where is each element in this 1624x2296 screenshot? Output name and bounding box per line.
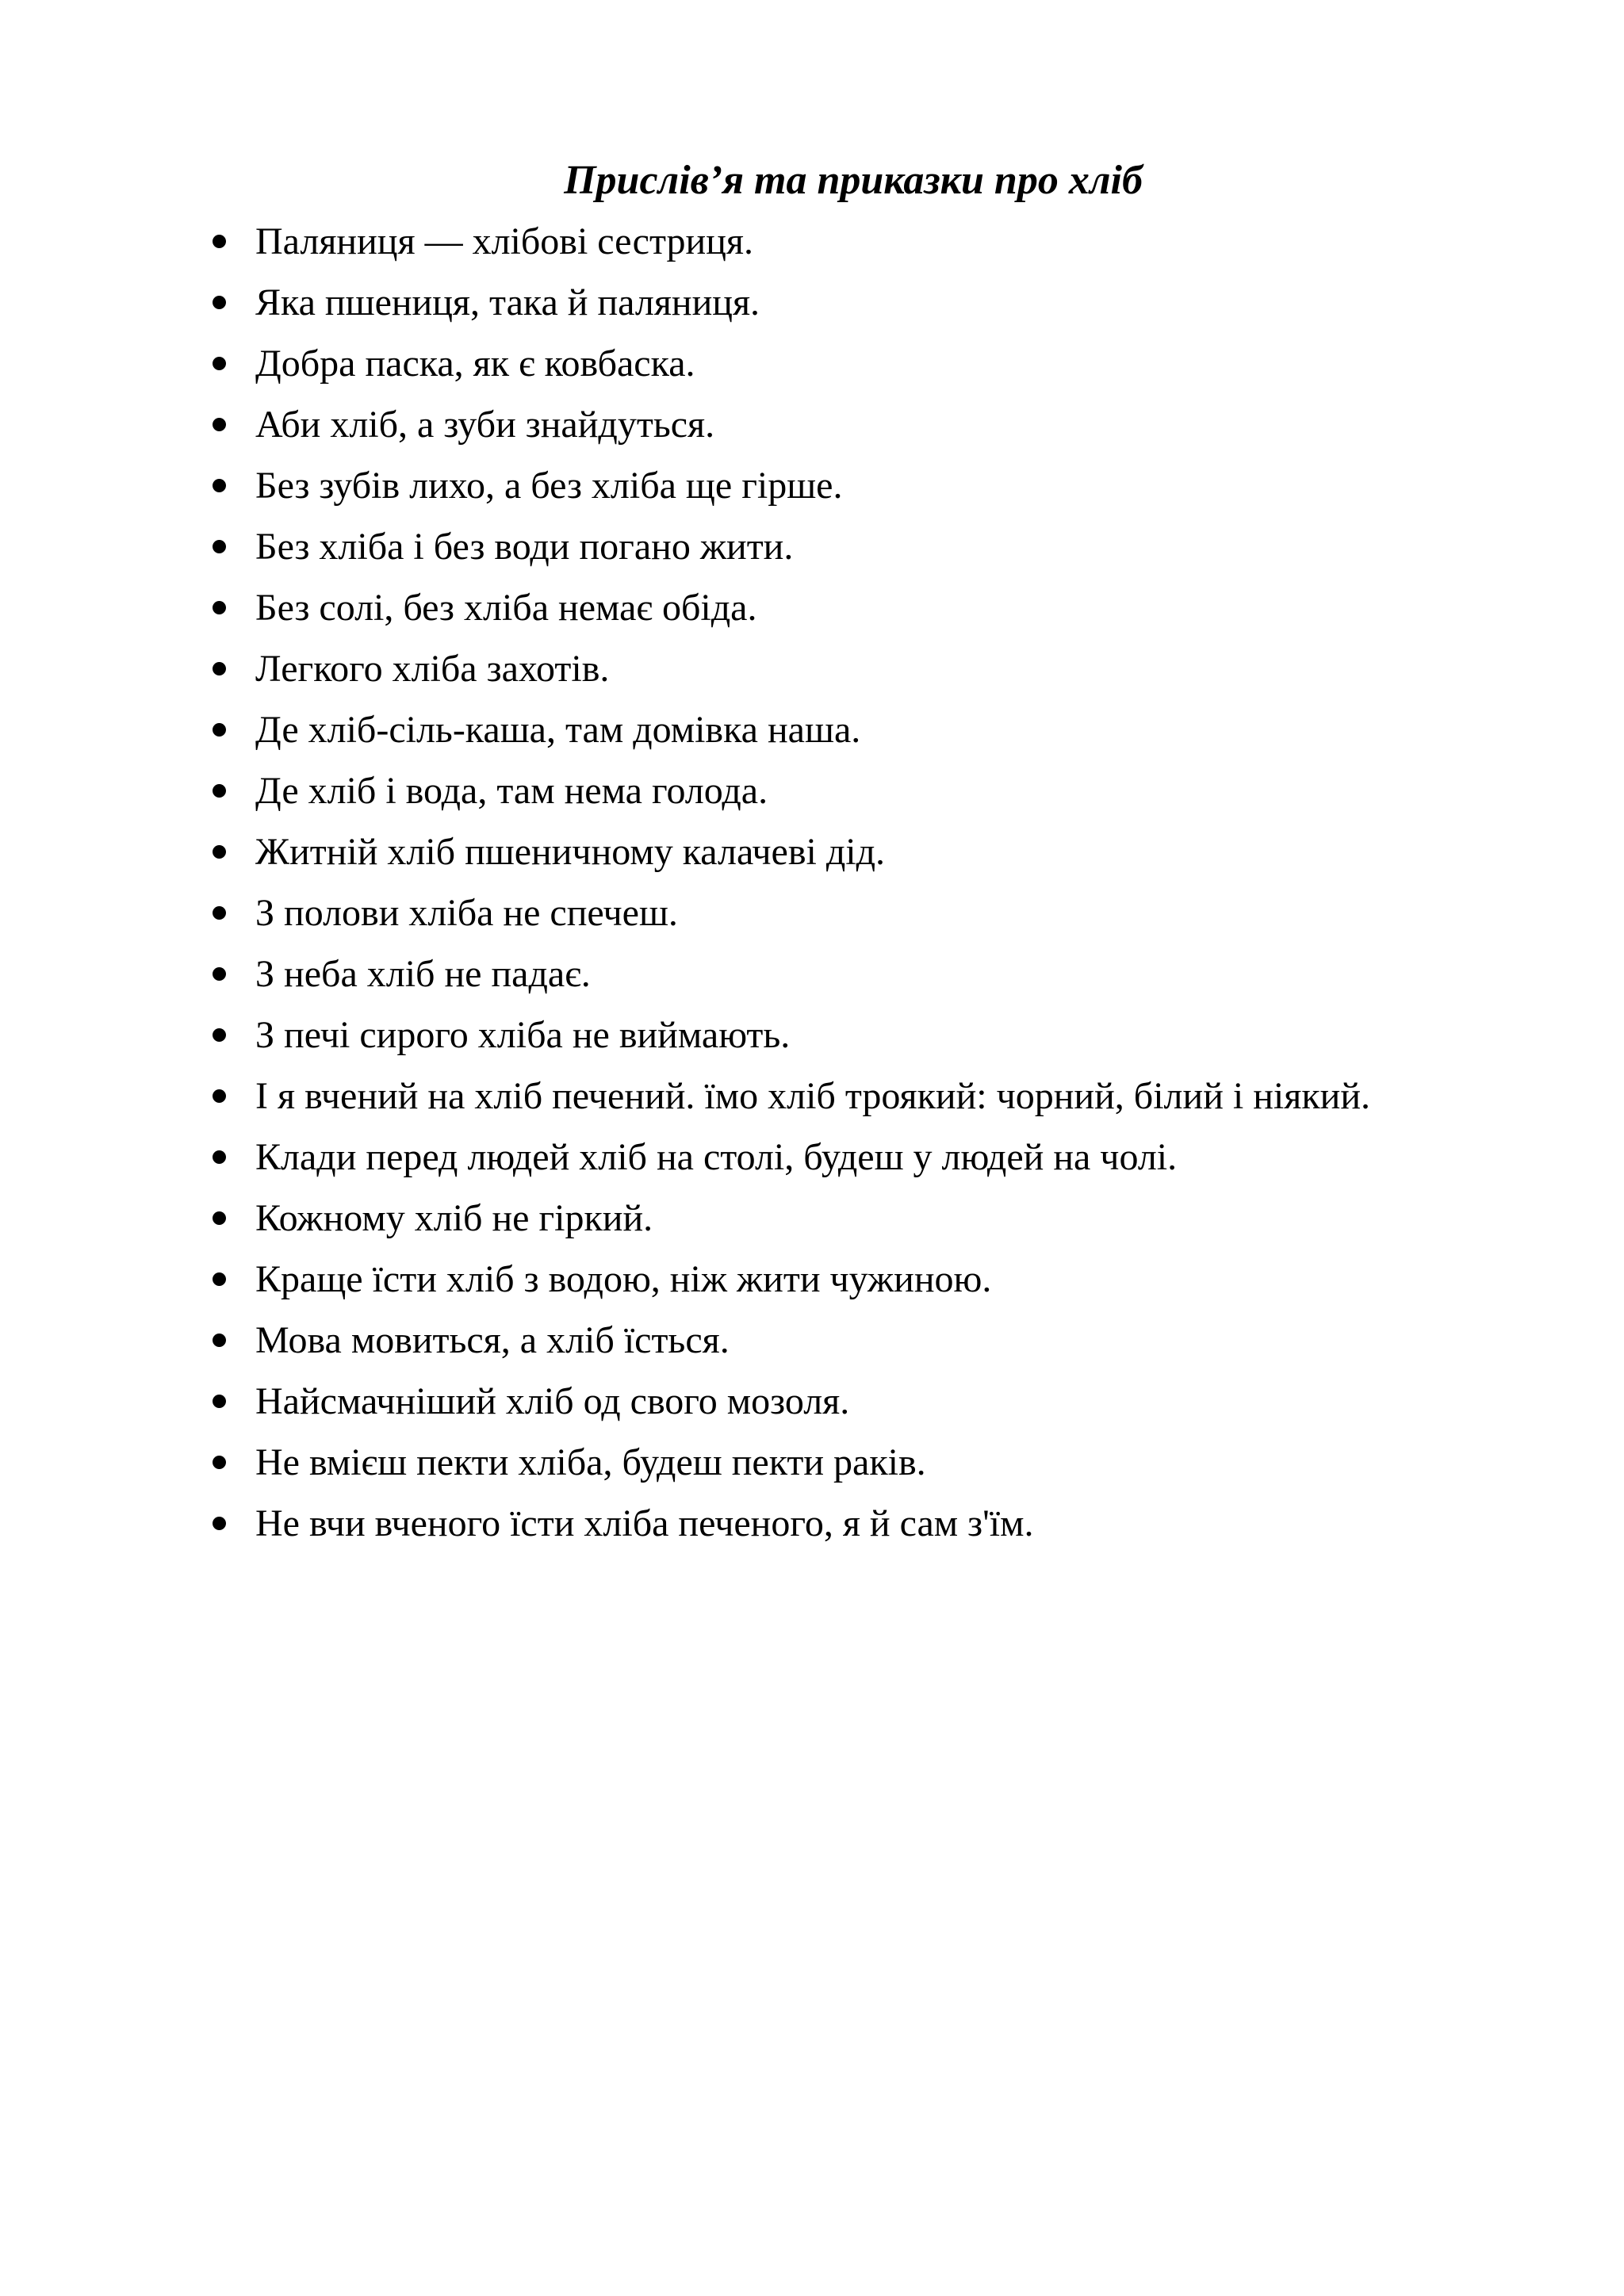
list-item-text: Де хліб і вода, там нема голода. [255, 770, 768, 812]
list-item [206, 821, 1475, 882]
list-item-text: Найсмачніший хліб од свого мозоля. [255, 1380, 850, 1422]
bullet-icon [213, 784, 226, 798]
list-item [206, 638, 1475, 699]
bullet-icon [213, 357, 226, 370]
list-item [206, 1127, 1475, 1188]
list-item [206, 394, 1475, 455]
bullet-icon [213, 967, 226, 981]
bullet-icon [213, 296, 226, 309]
bullet-icon [213, 1517, 226, 1530]
list-item-text: Не вчи вченого їсти хліба печеного, я й сам з'їм. [255, 1502, 1034, 1544]
bullet-icon [213, 723, 226, 737]
bullet-icon [213, 479, 226, 492]
bullet-icon [213, 845, 226, 859]
list-item-text: З неба хліб не падає. [255, 953, 591, 995]
list-item-text: Легкого хліба захотів. [255, 648, 610, 690]
list-item [206, 760, 1475, 821]
bullet-icon [213, 418, 226, 431]
list-item [206, 1066, 1475, 1127]
list-item-text: Клади перед людей хліб на столі, будеш у людей на чолі. [255, 1136, 1178, 1178]
bullet-icon [213, 906, 226, 920]
bullet-icon [213, 540, 226, 553]
list-item [206, 455, 1475, 516]
list-item-text: Краще їсти хліб з водою, ніж жити чужиною. [255, 1258, 992, 1300]
list-item [206, 882, 1475, 943]
list-item [206, 1249, 1475, 1310]
bullet-icon [213, 1395, 226, 1408]
list-item-text: Без солі, без хліба немає обіда. [255, 587, 757, 629]
list-item [206, 1188, 1475, 1249]
bullet-icon [213, 1028, 226, 1042]
bullet-icon [213, 1272, 226, 1286]
bullet-icon [213, 1334, 226, 1347]
list-item-text: З печі сирого хліба не виймають. [255, 1014, 791, 1056]
bullet-icon [213, 662, 226, 675]
bullet-icon [213, 1211, 226, 1225]
list-item-text: І я вчений на хліб печений. їмо хліб троякий: чорний, білий і ніякий. [255, 1075, 1371, 1117]
bullet-icon [213, 1150, 226, 1164]
list-item-text: Без хліба і без води погано жити. [255, 526, 794, 568]
list-item-text: Без зубів лихо, а без хліба ще гірше. [255, 465, 843, 507]
proverbs-list [206, 211, 1475, 1554]
list-item-text: Аби хліб, а зуби знайдуться. [255, 404, 715, 446]
list-item [206, 1493, 1475, 1554]
list-item-text: Житній хліб пшеничному калачеві дід. [255, 831, 885, 873]
bullet-icon [213, 1089, 226, 1103]
list-item [206, 1432, 1475, 1493]
bullet-icon [213, 235, 226, 248]
list-item [206, 516, 1475, 577]
list-item [206, 272, 1475, 333]
list-item-text: Паляниця — хлібові сестриця. [255, 220, 753, 262]
list-item [206, 211, 1475, 272]
list-item-text: З полови хліба не спечеш. [255, 892, 678, 934]
list-item [206, 1310, 1475, 1371]
list-item [206, 1371, 1475, 1432]
page-title: Прислів’я та приказки про хліб [564, 158, 1143, 203]
list-item [206, 699, 1475, 760]
list-item-text: Добра паска, як є ковбаска. [255, 342, 695, 385]
list-item [206, 943, 1475, 1004]
list-item-text: Не вмієш пекти хліба, будеш пекти раків. [255, 1441, 926, 1483]
bullet-icon [213, 1456, 226, 1469]
list-item [206, 577, 1475, 638]
list-item [206, 1004, 1475, 1066]
list-item-text: Мова мовиться, а хліб їсться. [255, 1319, 730, 1361]
bullet-icon [213, 601, 226, 614]
list-item-text: Де хліб-сіль-каша, там домівка наша. [255, 709, 861, 751]
list-item [206, 333, 1475, 394]
list-item-text: Яка пшениця, така й паляниця. [255, 281, 760, 323]
list-item-text: Кожному хліб не гіркий. [255, 1197, 653, 1239]
